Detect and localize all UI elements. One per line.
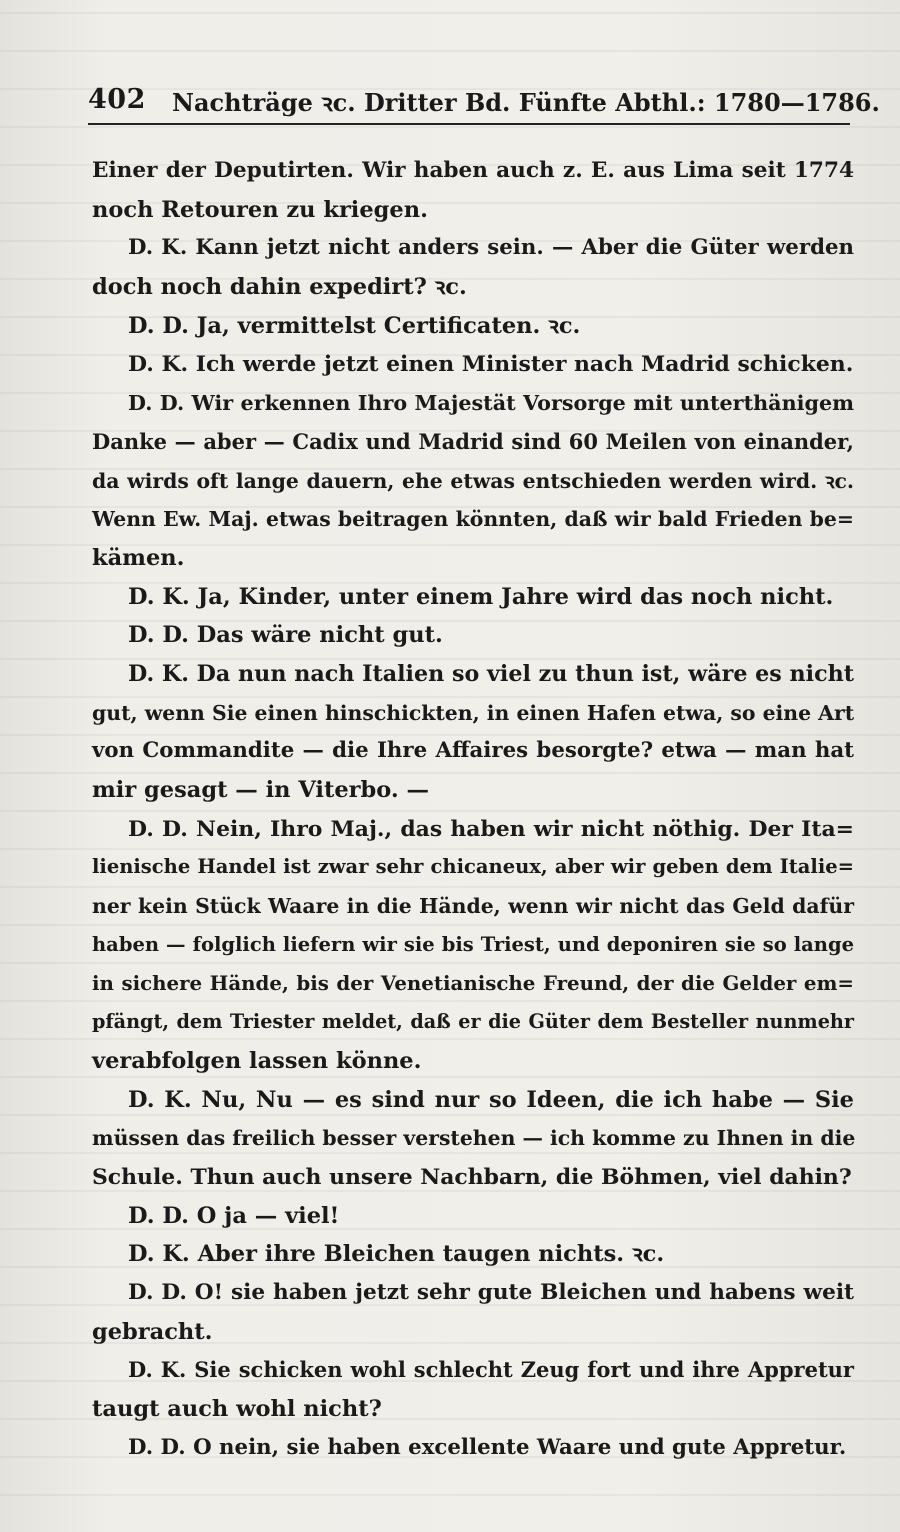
- text-line: D. D. Das wäre nicht gut.: [128, 622, 443, 649]
- text-line: Einer der Deputirten. Wir haben auch z. E. aus Lima seit 1774: [92, 158, 854, 183]
- text-line: haben — folglich liefern wir sie bis Triest, und deponiren sie so lange: [92, 932, 854, 956]
- text-line: D. D. O nein, sie haben excellente Waare und gute Appretur.: [128, 1434, 847, 1460]
- text-line: D. D. Ja, vermittelst Certificaten. ꝛc.: [128, 312, 581, 339]
- text-line: mir gesagt — in Viterbo. —: [92, 777, 430, 803]
- text-line: noch Retouren zu kriegen.: [92, 196, 428, 223]
- text-line: verabfolgen lassen könne.: [92, 1047, 422, 1074]
- text-line: von Commandite — die Ihre Affaires besorgte? etwa — man hat: [92, 738, 854, 764]
- text-line: da wirds oft lange dauern, ehe etwas entschieden werden wird. ꝛc.: [92, 468, 854, 493]
- text-line: D. D. Wir erkennen Ihro Majestät Vorsorge mit unterthänigem: [128, 391, 854, 416]
- text-line: doch noch dahin expedirt? ꝛc.: [92, 274, 467, 301]
- text-line: kämen.: [92, 544, 185, 571]
- text-line: in sichere Hände, bis der Venetianische Freund, der die Gelder em=: [92, 971, 854, 996]
- text-line: Danke — aber — Cadix und Madrid sind 60 Meilen von einander,: [92, 428, 854, 454]
- text-line: D. D. O ja — viel!: [128, 1202, 340, 1229]
- text-line: D. K. Sie schicken wohl schlecht Zeug fort und ihre Appretur: [128, 1357, 854, 1383]
- text-line: D. K. Nu, Nu — es sind nur so Ideen, die ich habe — Sie: [128, 1086, 854, 1113]
- header-rule: [88, 123, 850, 125]
- text-line: lienische Handel ist zwar sehr chicaneux, aber wir geben dem Italie=: [92, 855, 854, 879]
- text-line: D. K. Da nun nach Italien so viel zu thun ist, wäre es nicht: [128, 660, 854, 687]
- text-line: taugt auch wohl nicht?: [92, 1396, 382, 1422]
- text-line: Schule. Thun auch unsere Nachbarn, die Böhmen, viel dahin?: [92, 1163, 852, 1190]
- page-header: [88, 84, 880, 120]
- text-line: D. K. Ja, Kinder, unter einem Jahre wird das noch nicht.: [128, 583, 834, 610]
- text-line: pfängt, dem Triester meldet, daß er die Güter dem Besteller nunmehr: [92, 1010, 854, 1034]
- text-body: [92, 152, 854, 1467]
- page-number: 402: [88, 84, 146, 115]
- text-line: müssen das freilich besser verstehen — ich komme zu Ihnen in die: [92, 1126, 856, 1151]
- text-line: D. D. Nein, Ihro Maj., das haben wir nicht nöthig. Der Ita=: [128, 815, 854, 842]
- text-line: D. K. Ich werde jetzt einen Minister nach Madrid schicken.: [128, 351, 854, 378]
- running-title: Nachträge ꝛc. Dritter Bd. Fünfte Abthl.: 1780—1786.: [172, 88, 880, 117]
- text-line: D. K. Aber ihre Bleichen taugen nichts. ꝛc.: [128, 1241, 665, 1268]
- text-line: gut, wenn Sie einen hinschickten, in einen Hafen etwa, so eine Art: [92, 700, 855, 725]
- text-line: D. K. Kann jetzt nicht anders sein. — Aber die Güter werden: [128, 235, 854, 261]
- text-line: Wenn Ew. Maj. etwas beitragen könnten, daß wir bald Frieden be=: [92, 507, 854, 532]
- text-line: gebracht.: [92, 1318, 213, 1345]
- text-line: D. D. O! sie haben jetzt sehr gute Bleichen und habens weit: [128, 1279, 854, 1305]
- text-line: ner kein Stück Waare in die Hände, wenn wir nicht das Geld dafür: [92, 894, 854, 919]
